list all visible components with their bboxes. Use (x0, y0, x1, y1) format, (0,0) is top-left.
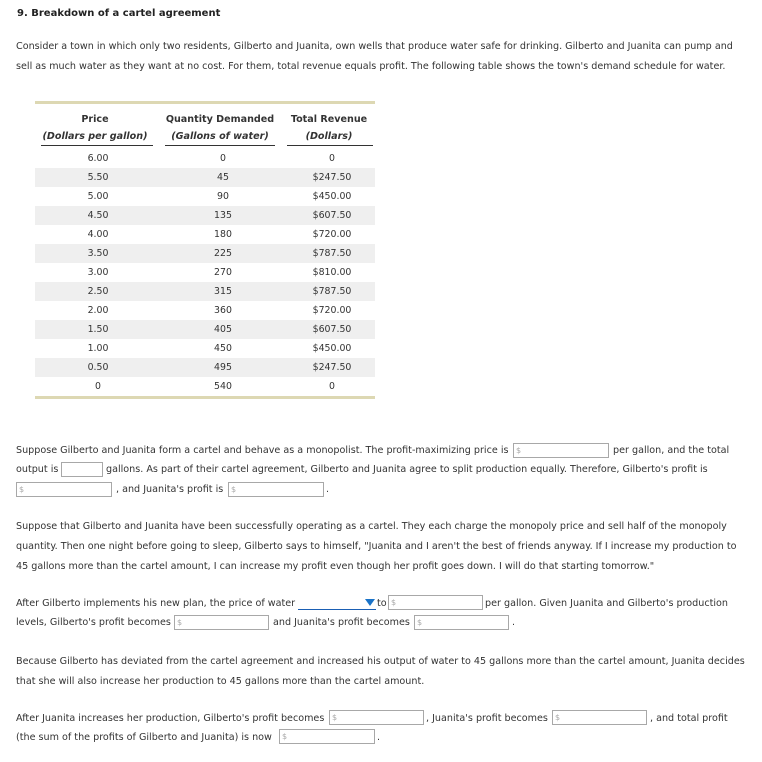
price-cell: 0.50 (87, 362, 109, 373)
revenue-cell: $450.00 (312, 343, 352, 354)
chevron-down-icon (365, 599, 375, 606)
quantity-cell: 225 (214, 248, 232, 259)
table-row (35, 339, 375, 358)
intro-line-1: Consider a town in which only two residents, Gilberto and Juanita, own wells that produce water safe for drinking. Gilberto and Juanita can pump and (16, 41, 733, 52)
total-profit-input[interactable]: $ (279, 729, 375, 744)
question-both-deviate-block (16, 710, 756, 750)
table-row (35, 263, 375, 282)
deviation-line-1: Suppose that Gilberto and Juanita have been successfully operating as a cartel. They each charge the monopoly price and sell half of the monopoly (16, 521, 727, 532)
juanita-final-profit-input[interactable]: $ (552, 710, 647, 725)
header-underline (287, 145, 373, 146)
price-cell: 1.00 (87, 343, 109, 354)
table-row (35, 244, 375, 263)
table-header (35, 104, 375, 149)
gilberto-deviation-profit-input[interactable]: $ (174, 615, 269, 630)
quantity-cell: 315 (214, 286, 232, 297)
q2-text-5: and Juanita's profit becomes (273, 617, 410, 628)
price-cell: 2.00 (87, 305, 109, 316)
juanita-deviation-profit-input[interactable]: $ (414, 615, 509, 630)
revenue-cell: $810.00 (312, 267, 352, 278)
gilberto-cartel-profit-input[interactable]: $ (16, 482, 112, 497)
q1-text-4: gallons. As part of their cartel agreement, Gilberto and Juanita agree to split production equally. Therefore, Gilberto's profit is (106, 464, 708, 475)
q1-text-1: Suppose Gilberto and Juanita form a cartel and behave as a monopolist. The profit-maximizing price is (16, 445, 509, 456)
table-row (35, 206, 375, 225)
quantity-cell: 270 (214, 267, 232, 278)
price-cell: 3.50 (87, 248, 109, 259)
price-cell: 6.00 (87, 153, 109, 164)
price-cell: 4.00 (87, 229, 109, 240)
revenue-cell: $247.50 (312, 362, 352, 373)
quantity-cell: 135 (214, 210, 232, 221)
q3-text-4: (the sum of the profits of Gilberto and Juanita) is now (16, 732, 272, 743)
header-quantity: Quantity Demanded (Gallons of water) (165, 114, 275, 142)
response-line-1: Because Gilberto has deviated from the cartel agreement and increased his output of water to 45 gallons more than the cartel amount, Juanita decides (16, 656, 745, 667)
new-price-input[interactable]: $ (388, 595, 483, 610)
header-total-revenue: Total Revenue (Dollars) (290, 114, 368, 142)
table-row (35, 358, 375, 377)
q1-text-5: , and Juanita's profit is (116, 484, 224, 495)
gilberto-final-profit-input[interactable]: $ (329, 710, 424, 725)
revenue-cell: $607.50 (312, 210, 352, 221)
quantity-cell: 495 (214, 362, 232, 373)
price-cell: 4.50 (87, 210, 109, 221)
monopoly-price-input[interactable]: $ (513, 443, 609, 458)
table-row (35, 187, 375, 206)
table-body (35, 149, 375, 396)
quantity-cell: 540 (214, 381, 232, 392)
price-change-dropdown[interactable] (298, 597, 376, 610)
q2-text-3: per gallon. Given Juanita and Gilberto's production (485, 598, 729, 609)
q3-text-5: . (377, 732, 381, 743)
revenue-cell: $787.50 (312, 248, 352, 259)
price-cell: 5.00 (87, 191, 109, 202)
question-gilberto-deviation-block (16, 595, 756, 635)
revenue-cell: $607.50 (312, 324, 352, 335)
quantity-cell: 360 (214, 305, 232, 316)
q3-text-2: , Juanita's profit becomes (426, 713, 548, 724)
revenue-cell: $720.00 (312, 305, 352, 316)
q1-text-6: . (326, 484, 330, 495)
q1-text-2: per gallon, and the total (613, 445, 730, 456)
monopoly-output-input[interactable] (61, 462, 103, 477)
price-cell: 3.00 (87, 267, 109, 278)
table-row (35, 149, 375, 168)
quantity-cell: 405 (214, 324, 232, 335)
header-underline (165, 145, 275, 146)
revenue-cell: $247.50 (312, 172, 352, 183)
price-cell: 0 (95, 381, 101, 392)
juanita-cartel-profit-input[interactable]: $ (228, 482, 324, 497)
header-underline (41, 145, 153, 146)
response-line-2: that she will also increase her production to 45 gallons more than the cartel amount. (16, 676, 425, 687)
revenue-cell: $720.00 (312, 229, 352, 240)
header-price: Price (Dollars per gallon) (42, 114, 148, 142)
quantity-cell: 180 (214, 229, 232, 240)
price-cell: 5.50 (87, 172, 109, 183)
q3-text-1: After Juanita increases her production, Gilberto's profit becomes (16, 713, 325, 724)
table-row (35, 301, 375, 320)
revenue-cell: $787.50 (312, 286, 352, 297)
question-cartel-block (16, 443, 756, 503)
table-row (35, 225, 375, 244)
table-row (35, 320, 375, 339)
table-row (35, 168, 375, 187)
deviation-line-2: quantity. Then one night before going to sleep, Gilberto says to himself, "Juanita and I aren't the best of friends anyway. If I increase my production to (16, 541, 737, 552)
question-title: 9. Breakdown of a cartel agreement (17, 8, 221, 19)
revenue-cell: 0 (329, 153, 335, 164)
q3-text-3: , and total profit (650, 713, 728, 724)
q2-text-1: After Gilberto implements his new plan, the price of water (16, 598, 296, 609)
intro-line-2: sell as much water as they want at no cost. For them, total revenue equals profit. The following table shows the town's demand schedule for water. (16, 61, 726, 72)
quantity-cell: 0 (220, 153, 226, 164)
revenue-cell: 0 (329, 381, 335, 392)
quantity-cell: 90 (217, 191, 229, 202)
q1-text-3: output is (16, 464, 59, 475)
quantity-cell: 45 (217, 172, 229, 183)
q2-text-2: to (377, 598, 387, 609)
demand-schedule-table (35, 101, 375, 399)
q2-text-6: . (512, 617, 516, 628)
quantity-cell: 450 (214, 343, 232, 354)
table-row (35, 282, 375, 301)
revenue-cell: $450.00 (312, 191, 352, 202)
price-cell: 1.50 (87, 324, 109, 335)
price-cell: 2.50 (87, 286, 109, 297)
q2-text-4: levels, Gilberto's profit becomes (16, 617, 171, 628)
deviation-line-3: 45 gallons more than the cartel amount, I can increase my profit even though her profit goes down. I will do that starting tomorrow." (16, 561, 655, 572)
table-row (35, 377, 375, 396)
